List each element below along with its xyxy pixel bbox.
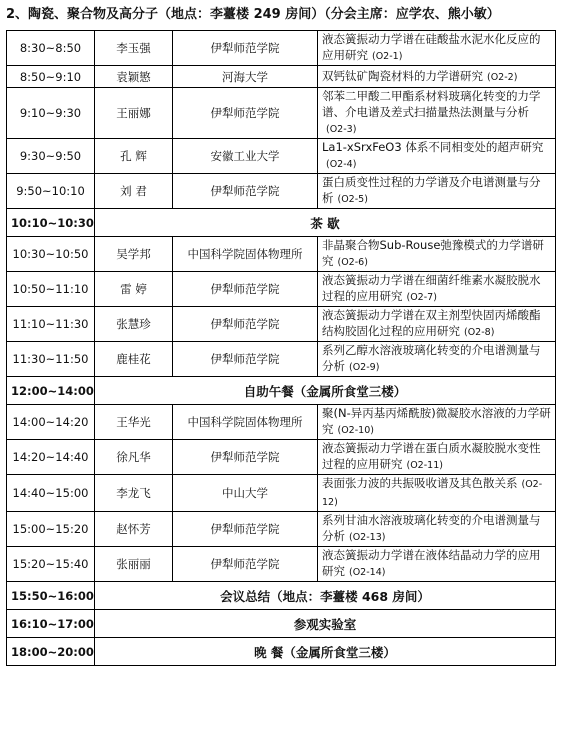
talk-title: 蛋白质变性过程的力学谱及介电谱测量与分析: [322, 175, 541, 205]
talk-row: [7, 547, 556, 582]
talk-row: [7, 237, 556, 272]
session-time: 10:30~10:50: [7, 237, 95, 272]
talk-code: (O2-9): [349, 362, 380, 373]
talk-code: (O2-10): [337, 425, 374, 436]
break-row: [7, 377, 556, 405]
break-row: [7, 582, 556, 610]
talk-title: 表面张力波的共振吸收谱及其色散关系: [322, 476, 518, 490]
session-time: 15:20~15:40: [7, 547, 95, 582]
talk-topic: [318, 405, 556, 440]
talk-code: (O2-5): [337, 194, 368, 205]
talk-title: 液态簧振动力学谱在硅酸盐水泥水化反应的应用研究: [322, 32, 541, 62]
session-time: 8:50~9:10: [7, 66, 95, 88]
talk-topic: [318, 139, 556, 174]
speaker-name: 孔 辉: [95, 139, 173, 174]
break-row: [7, 610, 556, 638]
break-row: [7, 638, 556, 666]
speaker-name: 王华光: [95, 405, 173, 440]
speaker-name: 李龙飞: [95, 475, 173, 512]
session-time: 16:10~17:00: [7, 610, 95, 638]
talk-code: (O2-11): [406, 460, 443, 471]
talk-title: 液态簧振动力学谱在液体结晶动力学的应用研究: [322, 548, 541, 578]
speaker-institution: 伊犁师范学院: [173, 512, 318, 547]
talk-code: (O2-2): [487, 71, 518, 83]
talk-topic: [318, 475, 556, 512]
session-time: 11:10~11:30: [7, 307, 95, 342]
talk-row: [7, 66, 556, 88]
speaker-institution: 伊犁师范学院: [173, 547, 318, 582]
talk-row: [7, 512, 556, 547]
talk-title: 非晶聚合物Sub-Rouse弛豫模式的力学谱研究: [322, 238, 544, 268]
talk-title: 液态簧振动力学谱在双主剂型快固丙烯酸酯结构胶固化过程的应用研究: [322, 308, 541, 338]
speaker-name: 李玉强: [95, 31, 173, 66]
talk-topic: [318, 31, 556, 66]
speaker-institution: 河海大学: [173, 66, 318, 88]
session-time: 9:30~9:50: [7, 139, 95, 174]
speaker-name: 赵怀芳: [95, 512, 173, 547]
schedule-table: [6, 30, 556, 666]
speaker-name: 王丽娜: [95, 88, 173, 139]
speaker-name: 张慧珍: [95, 307, 173, 342]
talk-row: [7, 88, 556, 139]
talk-title: 系列甘油水溶液玻璃化转变的介电谱测量与分析: [322, 513, 541, 543]
talk-row: [7, 174, 556, 209]
session-time: 14:20~14:40: [7, 440, 95, 475]
session-time: 9:10~9:30: [7, 88, 95, 139]
talk-topic: [318, 237, 556, 272]
speaker-institution: 伊犁师范学院: [173, 272, 318, 307]
talk-code: (O2-1): [372, 51, 403, 62]
session-time: 10:50~11:10: [7, 272, 95, 307]
session-time: 15:00~15:20: [7, 512, 95, 547]
talk-title: 系列乙醇水溶液玻璃化转变的介电谱测量与分析: [322, 343, 541, 373]
break-row: [7, 209, 556, 237]
speaker-institution: 伊犁师范学院: [173, 342, 318, 377]
talk-row: [7, 139, 556, 174]
talk-title: 液态簧振动力学谱在蛋白质水凝胶脱水变性过程的应用研究: [322, 441, 541, 471]
talk-title: 聚(N-异丙基丙烯酰胺)微凝胶水溶液的力学研究: [322, 406, 551, 436]
speaker-institution: 伊犁师范学院: [173, 174, 318, 209]
speaker-name: 袁颖慜: [95, 66, 173, 88]
talk-topic: [318, 174, 556, 209]
talk-topic: [318, 342, 556, 377]
speaker-name: 张丽丽: [95, 547, 173, 582]
event-label: 茶 歇: [95, 209, 556, 237]
speaker-name: 刘 君: [95, 174, 173, 209]
speaker-name: 雷 婷: [95, 272, 173, 307]
speaker-institution: 安徽工业大学: [173, 139, 318, 174]
event-label: 晚 餐（金属所食堂三楼）: [95, 638, 556, 666]
talk-row: [7, 342, 556, 377]
session-time: 11:30~11:50: [7, 342, 95, 377]
event-label: 会议总结（地点：李薹楼 468 房间）: [95, 582, 556, 610]
speaker-institution: 中国科学院固体物理所: [173, 237, 318, 272]
session-time: 18:00~20:00: [7, 638, 95, 666]
session-time: 10:10~10:30: [7, 209, 95, 237]
talk-title: La1-xSrxFeO3 体系不同相变处的超声研究: [322, 140, 544, 154]
speaker-institution: 伊犁师范学院: [173, 88, 318, 139]
speaker-institution: 伊犁师范学院: [173, 307, 318, 342]
talk-topic: [318, 88, 556, 139]
talk-code: (O2-12): [322, 479, 543, 508]
speaker-institution: 伊犁师范学院: [173, 31, 318, 66]
session-time: 15:50~16:00: [7, 582, 95, 610]
talk-code: (O2-6): [337, 257, 368, 268]
talk-row: [7, 475, 556, 512]
talk-topic: [318, 272, 556, 307]
session-time: 14:40~15:00: [7, 475, 95, 512]
session-time: 14:00~14:20: [7, 405, 95, 440]
talk-title: 双钙钛矿陶瓷材料的力学谱研究: [322, 68, 483, 83]
session-title: 2、陶瓷、聚合物及高分子（地点：李薹楼 249 房间）（分会主席：应学农、熊小敏）: [6, 7, 500, 22]
talk-topic: [318, 307, 556, 342]
talk-code: (O2-14): [349, 567, 386, 578]
session-time: 9:50~10:10: [7, 174, 95, 209]
session-time: 8:30~8:50: [7, 31, 95, 66]
talk-title: 邻苯二甲酸二甲酯系材料玻璃化转变的力学谱、介电谱及差式扫描量热法测量与分析: [322, 89, 541, 119]
talk-code: (O2-3): [326, 124, 357, 135]
talk-code: (O2-4): [326, 159, 357, 170]
talk-topic: [318, 547, 556, 582]
talk-topic: [318, 440, 556, 475]
talk-row: [7, 307, 556, 342]
talk-row: [7, 272, 556, 307]
session-time: 12:00~14:00: [7, 377, 95, 405]
talk-row: [7, 405, 556, 440]
talk-row: [7, 31, 556, 66]
speaker-institution: 中山大学: [173, 475, 318, 512]
speaker-name: 吴学邦: [95, 237, 173, 272]
talk-row: [7, 440, 556, 475]
talk-code: (O2-7): [406, 292, 437, 303]
event-label: 参观实验室: [95, 610, 556, 638]
talk-topic: [318, 512, 556, 547]
speaker-institution: 伊犁师范学院: [173, 440, 318, 475]
talk-title: 液态簧振动力学谱在细菌纤维素水凝胶脱水过程的应用研究: [322, 273, 541, 303]
event-label: 自助午餐（金属所食堂三楼）: [95, 377, 556, 405]
speaker-name: 徐凡华: [95, 440, 173, 475]
talk-code: (O2-8): [464, 327, 495, 338]
speaker-institution: 中国科学院固体物理所: [173, 405, 318, 440]
talk-code: (O2-13): [349, 532, 386, 543]
talk-topic: [318, 66, 556, 88]
speaker-name: 鹿桂花: [95, 342, 173, 377]
